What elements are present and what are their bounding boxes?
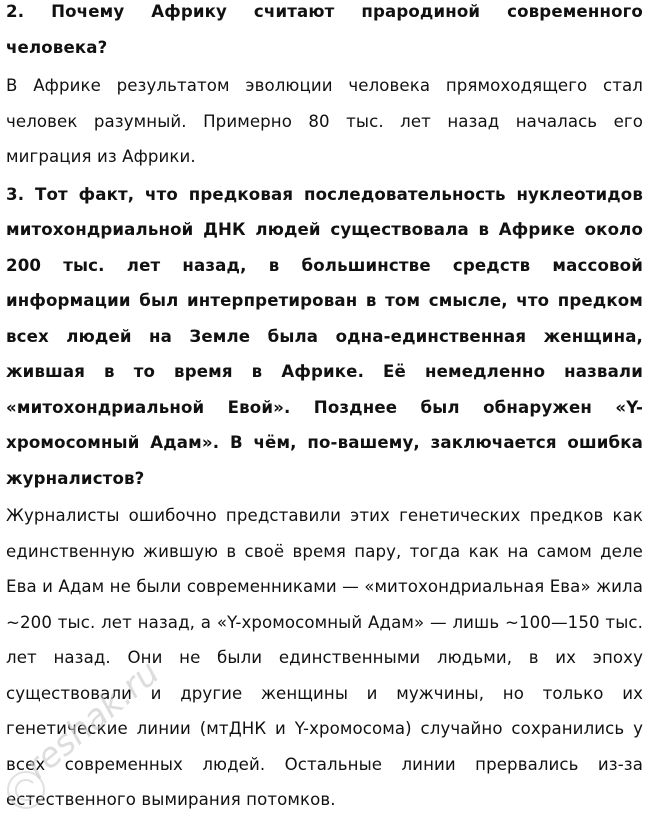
answer-2: В Африке результатом эволюции человека прямоходящего стал человек разумный. Примерно 80 тыс. лет назад началась его миграция из Африки. [6, 76, 643, 166]
question-2: 2. Почему Африку считают прародиной современного человека? [6, 2, 643, 57]
watermark-text: reshak.ru [18, 652, 168, 787]
question-3: 3. Тот факт, что предковая последовательность нуклеотидов митохондриальной ДНК людей существовала в Африке около 200 тыс. лет назад, в большинстве средств массовой информации был интерпретирован в том смысле, что предком всех людей на Земле была одна-единственная женщина, жившая в то время в Африке. Её немедленно назвали «митохондриальной Евой». Позднее был обнаружен «Y-хромосомный Адам». В чём, по-вашему, заключается ошибка журналистов? [6, 184, 643, 488]
answer-3: Журналисты ошибочно представили этих генетических предков как единственную жившую в своё время пару, тогда как на самом деле Ева и Адам не были современниками — «митохондриальная Ева» жила ~200 тыс. лет назад, а «Y-хромосомный Адам» — лишь ~100—150 тыс. лет назад. Они не были единственными людьми, в их эпоху существовали и другие женщины и мужчины, но только их генетические линии (мтДНК и Y-хромосома) случайно сохранились у всех современных людей. Остальные линии прервались из-за естественного вымирания потомков. [6, 506, 643, 809]
